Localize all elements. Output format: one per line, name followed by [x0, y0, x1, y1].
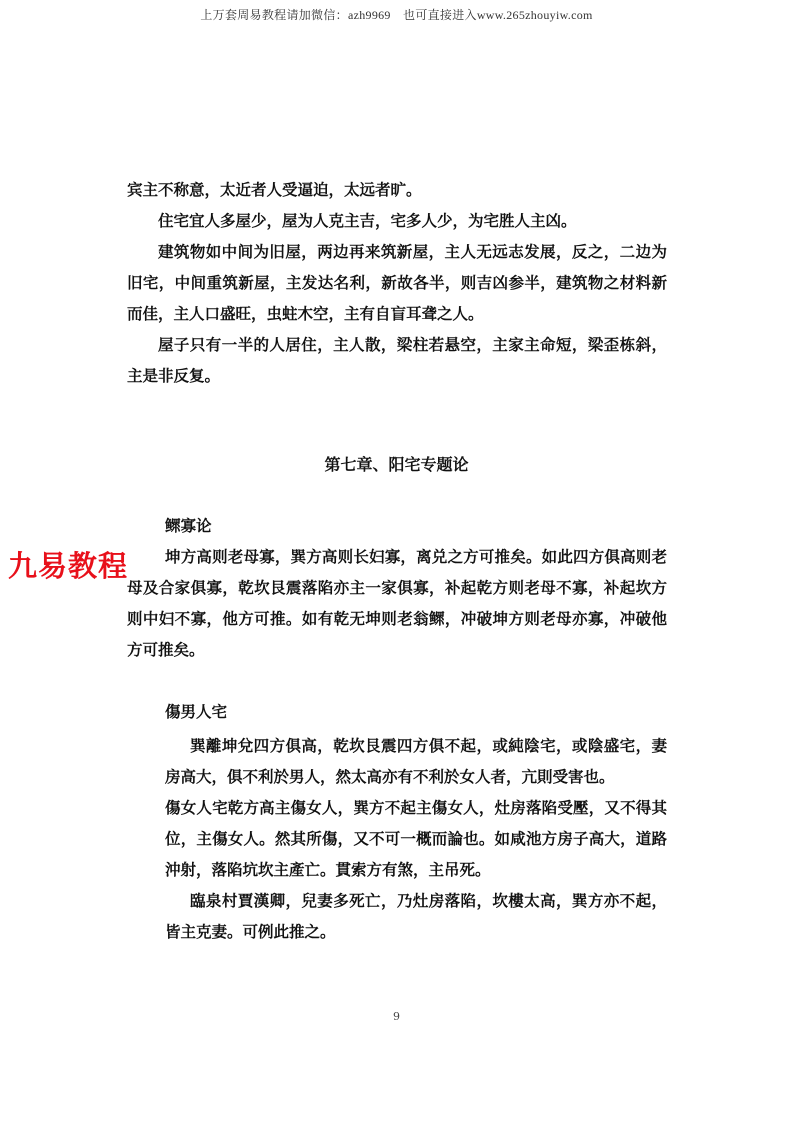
paragraph-half-occupied: 屋子只有一半的人居住，主人散，梁柱若悬空，主家主命短，梁歪栋斜，主是非反复。	[127, 335, 667, 385]
page-number: 9	[393, 1010, 400, 1023]
watermark-logo: 九易教程	[8, 549, 129, 583]
paragraph-harm-women: 傷女人宅乾方高主傷女人，巽方不起主傷女人，灶房落陷受壓，又不得其位，主傷女人。然其所傷，又不可一概而論也。如咸池方房子高大，道路沖射，落陷坑坎主產亡。貫索方有煞，主吊死。	[165, 798, 667, 879]
chapter-title: 第七章、阳宅专题论	[324, 455, 469, 474]
section-title-widowhood: 鳏寡论	[165, 516, 212, 535]
paragraph-building: 建筑物如中间为旧屋，两边再来筑新屋，主人无远志发展，反之，二边为旧宅，中间重筑新屋，主发达名利，新故各半，则吉凶参半，建筑物之材料新而佳，主人口盛旺，虫蛀木空，主有自盲耳聋之人。	[127, 242, 667, 323]
paragraph-harm-men: 巽離坤兌四方俱高，乾坎艮震四方俱不起，或純陰宅，或陰盛宅，妻房高大，俱不利於男人，然太高亦有不利於女人者，亢則受害也。	[165, 736, 667, 786]
paragraph-guest-host: 宾主不称意，太近者人受逼迫，太远者旷。	[127, 180, 422, 199]
paragraph-residence: 住宅宜人多屋少，屋为人克主吉，宅多人少，为宅胜人主凶。	[158, 211, 577, 230]
paragraph-widowhood: 坤方高则老母寡，巽方高则长妇寡，离兑之方可推矣。如此四方俱高则老母及合家俱寡，乾坎艮震落陷亦主一家俱寡，补起乾方则老母不寡，补起坎方则中妇不寡，他方可推。如有乾无坤则老翁鳏，冲破坤方则老母亦寡，冲破他方可推矣。	[127, 547, 667, 659]
page-header: 上万套周易教程请加微信：azh9969 也可直接进入www.265zhouyiw.com	[200, 8, 593, 22]
section-title-harm-men: 傷男人宅	[165, 702, 228, 721]
paragraph-example: 臨泉村賈漢卿，兒妻多死亡，乃灶房落陷，坎樓太高，巽方亦不起，皆主克妻。可例此推之。	[165, 891, 667, 941]
